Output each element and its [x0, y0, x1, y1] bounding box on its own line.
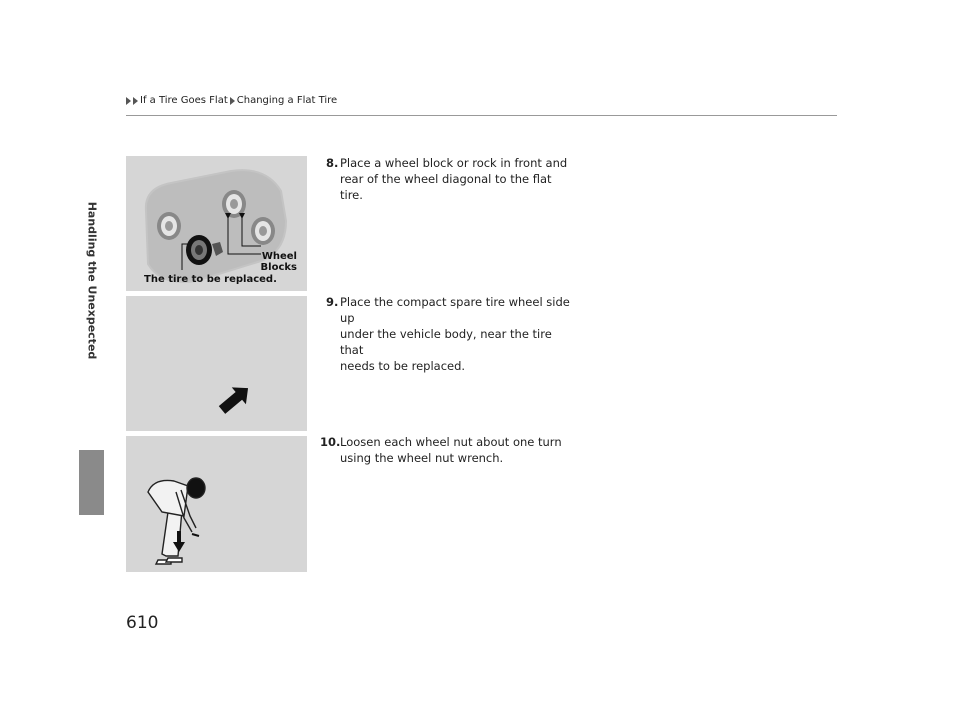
breadcrumb-arrow-icon: [230, 97, 235, 105]
arrow-up-right-icon: [215, 380, 255, 419]
step-text: Place a wheel block or rock in front and rear of the wheel diagonal to the flat tire.: [340, 156, 568, 202]
step-number: 10.: [320, 435, 341, 449]
step-8: [326, 155, 576, 203]
breadcrumb-item[interactable]: Changing a Flat Tire: [236, 95, 338, 106]
figure-loosen-wheel-nuts: [126, 436, 307, 572]
breadcrumb-arrow-icon: [133, 97, 138, 105]
figure-spare-tire-placement: [126, 296, 307, 431]
breadcrumb-arrow-icon: [126, 97, 131, 105]
header-rule: [126, 115, 837, 116]
breadcrumb: [126, 95, 337, 106]
step-10: [320, 434, 570, 466]
wheel-icon: [157, 212, 181, 240]
step-9: [326, 294, 576, 374]
person-icon: [148, 478, 205, 564]
step-text: Loosen each wheel nut about one turn using the wheel nut wrench.: [340, 435, 562, 465]
person-using-wrench-illustration: [126, 436, 307, 572]
step-number: 9.: [326, 295, 339, 309]
callout-tire-to-replace: The tire to be replaced.: [144, 274, 277, 285]
breadcrumb-item[interactable]: If a Tire Goes Flat: [140, 95, 228, 106]
callout-wheel-blocks: Wheel Blocks: [260, 251, 297, 273]
page-number: 610: [126, 613, 159, 633]
step-text: Place the compact spare tire wheel side up under the vehicle body, near the tire that needs to be replaced.: [340, 295, 570, 373]
figure-wheel-blocks: [126, 156, 307, 291]
wheel-nut-wrench-icon: [192, 534, 199, 536]
spare-tire-illustration: [126, 296, 307, 431]
section-tab: [79, 450, 104, 515]
step-number: 8.: [326, 156, 339, 170]
section-label: Handling the Unexpected: [85, 201, 99, 359]
wheel-icon: [251, 217, 275, 245]
